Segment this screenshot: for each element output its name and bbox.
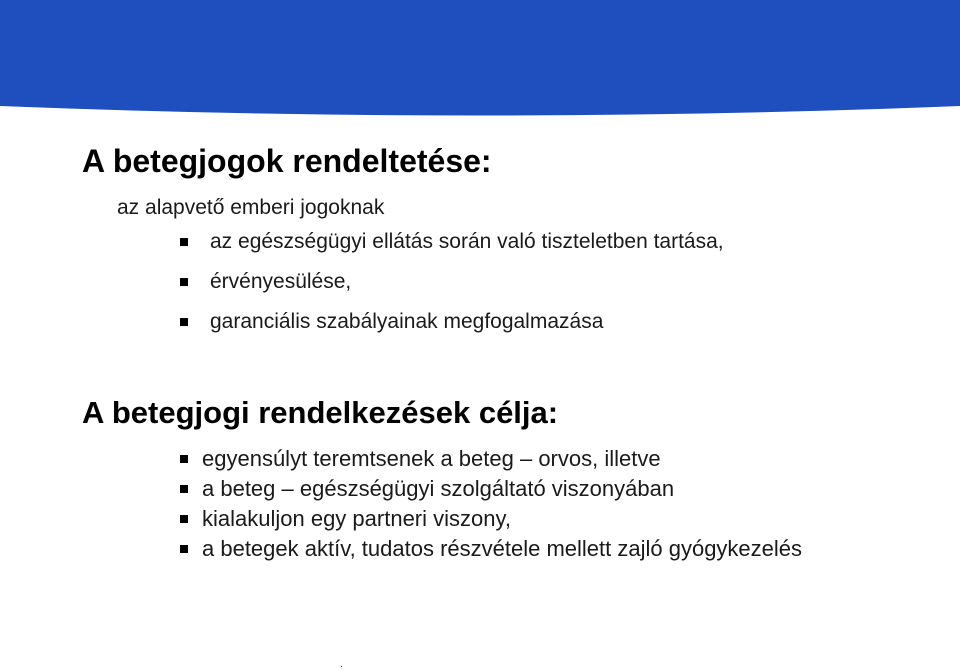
list-item (178, 474, 864, 504)
square-bullet-icon (180, 515, 188, 523)
header-banner (0, 0, 960, 130)
list-item (178, 504, 864, 534)
list-item-text: egyensúlyt teremtsenek a beteg – orvos, illetve (202, 446, 661, 471)
section-2-bullet-list (178, 444, 864, 564)
square-bullet-icon (180, 278, 188, 286)
footer-mark: . (340, 659, 343, 670)
list-item-text: az egészségügyi ellátás során való tiszteletben tartása, (210, 230, 724, 253)
list-item (178, 229, 898, 255)
square-bullet-icon (180, 485, 188, 493)
square-bullet-icon (180, 545, 188, 553)
square-bullet-icon (180, 238, 188, 246)
section-1-sub-label: az alapvető emberi jogoknak (117, 196, 385, 219)
section-2-heading: A betegjogi rendelkezések célja: (82, 395, 559, 430)
list-item (178, 269, 898, 295)
section-1-heading: A betegjogok rendeltetése: (82, 143, 492, 179)
list-item (178, 444, 864, 474)
list-item (178, 309, 898, 335)
square-bullet-icon (180, 455, 188, 463)
list-item-text: érvényesülése, (210, 270, 352, 293)
square-bullet-icon (180, 318, 188, 326)
list-item-text: a betegek aktív, tudatos részvétele mellett zajló gyógykezelés (202, 536, 803, 561)
banner-shape (0, 0, 960, 130)
list-item-text: garanciális szabályainak megfogalmazása (210, 310, 604, 333)
list-item-text: kialakuljon egy partneri viszony, (202, 506, 511, 531)
section-1-bullet-list (178, 229, 898, 349)
list-item-text: a beteg – egészségügyi szolgáltató viszonyában (202, 476, 675, 501)
list-item (178, 534, 864, 564)
